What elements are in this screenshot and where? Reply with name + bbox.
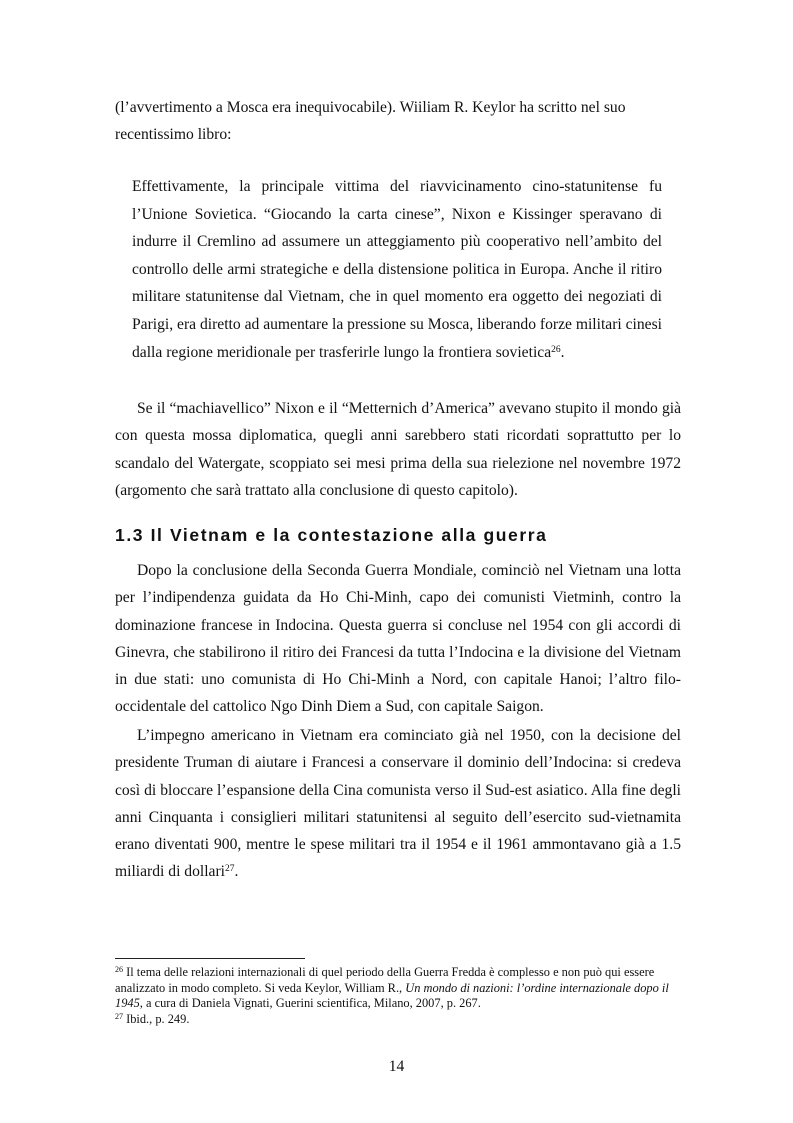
paragraph-1: Dopo la conclusione della Seconda Guerra Mondiale, cominciò nel Vietnam una lotta per l’indipendenza guidata da Ho Chi-Minh, capo dei comunisti Vietminh, contro la dominazione francese in Indocina. Questa guerra si concluse nel 1954 con gli accordi di Ginevra, che stabilirono il ritiro dei Francesi da tutta l’Indocina e la divisione del Vietnam in due stati: uno comunista di Ho Chi-Minh a Nord, con capitale Hanoi; l’altro filo-occidentale del cattolico Ngo Dinh Diem a Sud, con capitale Saigon. — [115, 562, 681, 716]
block-quote — [132, 173, 662, 366]
intro-line-1: (l’avvertimento a Mosca era inequivocabile). Wiiliam R. Keylor ha scritto nel suo — [115, 99, 626, 116]
footnote-ref-27: 27 — [225, 864, 235, 875]
intro-line-2: recentissimo libro: — [115, 126, 232, 144]
section-heading: 1.3 Il Vietnam e la contestazione alla guerra — [115, 525, 548, 545]
intro-paragraph — [115, 94, 681, 149]
footnote-27-text: Ibid., p. 249. — [123, 1011, 190, 1026]
quote-end: . — [560, 343, 565, 361]
footnote-27-number: 27 — [115, 1011, 123, 1021]
quote-text: Effettivamente, la principale vittima del riavvicinamento cino-statunitense fu l’Unione Sovietica. “Giocando la carta cinese”, Nixon e Kissinger speravano di indurre il Cremlino ad assumere un atteggiamento più cooperativo nell’ambito del controllo delle armi strategiche e della distensione politica in Europa. Anche il ritiro militare statunitense dal Vietnam, che in quel momento era oggetto dei negoziati di Parigi, era diretto ad aumentare la pressione su Mosca, liberando forze militari cinesi dalla regione meridionale per trasferirle lungo la frontiera sovietica — [132, 178, 662, 361]
footnotes — [115, 965, 681, 1027]
paragraph-after-quote: Se il “machiavellico” Nixon e il “Metternich d’America” avevano stupito il mondo già con questa mossa diplomatica, quegli anni sarebbero stati ricordati soprattutto per lo scandalo del Watergate, scoppiato sei mesi prima della sua rielezione nel novembre 1972 (argomento che sarà trattato alla conclusione di questo capitolo). — [115, 400, 681, 499]
footnote-separator — [115, 958, 305, 959]
footnote-26-number: 26 — [115, 965, 123, 974]
footnote-27 — [115, 1012, 681, 1028]
paragraph-2-end: . — [234, 863, 239, 881]
page-number: 14 — [388, 1058, 405, 1075]
footnote-26-title: Un mondo di nazioni: l’ordine internazionale dopo il 1945 — [115, 980, 669, 1011]
paragraph-2-text: L’impegno americano in Vietnam era cominciato già nel 1950, con la decisione del presidente Truman di aiutare i Francesi a conservare il dominio dell’Indocina: si credeva così di bloccare l’espansione della Cina comunista verso il Sud-est asiatico. Alla fine degli anni Cinquanta i consiglieri militari statunitensi al seguito dell’esercito sud-vietnamita erano diventati 900, mentre le spese militari tra il 1954 e il 1961 ammontavano già a 1.5 miliardi di dollari — [115, 727, 681, 881]
footnote-26 — [115, 965, 681, 1012]
paragraph-2 — [115, 722, 681, 886]
footnote-ref-26: 26 — [551, 344, 561, 355]
footnote-26-text-a: Il tema delle relazioni internazionali di quel periodo della Guerra Fredda è complesso e non può qui essere analizzato in modo completo. Si veda Keylor, William R., — [115, 965, 655, 995]
footnote-26-text-b: , a cura di Daniela Vignati, Guerini scientifica, Milano, 2007, p. 267. — [139, 996, 481, 1011]
